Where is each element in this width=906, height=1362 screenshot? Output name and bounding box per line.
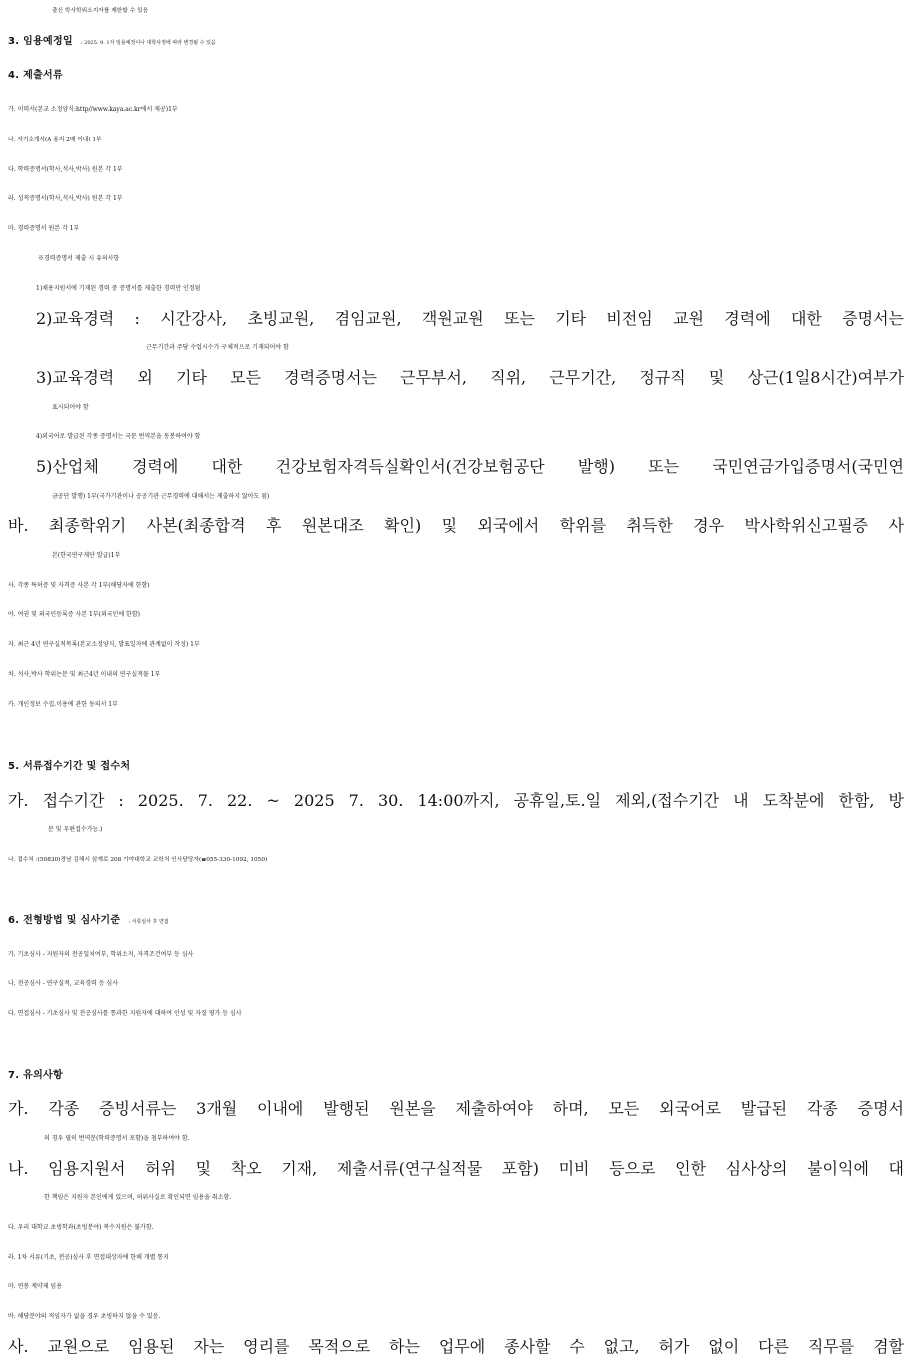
list-item: 사. 교원으로 임용된 자는 영리를 목적으로 하는 업무에 종사할 수 없고, 허가 없이 다른 직무를 겸할 <box>8 1337 904 1356</box>
note-item: 5)산업체 경력에 대한 건강보험자격득실확인서(건강보험공단 발행) 또는 국민연금가입증명서(국민연 <box>36 457 904 476</box>
list-item-continued: 문 및 우편접수가능.) <box>48 826 103 833</box>
list-item-continued: 본(한국연구재단 발급)1부 <box>52 552 121 559</box>
list-item: 카. 개인정보 수집.이용에 관한 동의서 1부 <box>8 701 118 708</box>
text: 055-330-1092, 1050) <box>206 857 268 863</box>
list-item <box>8 845 906 875</box>
section-3-appointment-date <box>8 27 906 57</box>
list-item: 가. 이력서(본교 소정양식:http//www.kaya.ac.kr에서 제공)1부 <box>8 106 178 113</box>
text: 나. 접수처 :(50830)경남 김해시 삼계로 208 가야대학교 교학처 인사담당자( <box>8 857 202 863</box>
note-item: 4)외국어로 발급된 각종 증명서는 국문 번역본을 동봉하여야 함 <box>36 433 201 440</box>
section-3-heading: 3. 임용예정일 <box>8 36 73 47</box>
list-item: 자. 최근 4년 연구실적목록(본교소정양식, 발표일자에 관계없이 작성) 1부 <box>8 641 200 648</box>
list-item: 가. 기초심사 - 지원자의 전공일치여부, 학위소지, 자격조건여부 등 심사 <box>8 951 194 958</box>
note-item-continued: 금공단 발행) 1부(국가기관이나 공공기관 근무경력에 대해서는 제출하지 않아도 됨) <box>52 493 270 500</box>
section-6-heading-line <box>8 906 906 936</box>
list-item: 나. 전공심사 - 연구실적, 교육경력 등 심사 <box>8 980 119 987</box>
list-item: 바. 최종학위기 사본(최종합격 후 원본대조 확인) 및 외국에서 학위를 취득한 경우 박사학위신고필증 사 <box>8 516 904 535</box>
section-7-heading: 7. 유의사항 <box>8 1070 63 1081</box>
section-3-text: : 2025. 9. 1자 임용예정이나 대학사정에 따라 변경될 수 있음 <box>80 40 216 46</box>
note-item: 2)교육경력 : 시간강사, 초빙교원, 겸임교원, 객원교원 또는 기타 비전임 교원 경력에 대한 증명서는 <box>36 309 904 328</box>
text: 출신 학사학위소지자를 제한할 수 있음 <box>52 8 149 14</box>
list-item: 차. 석사,박사 학위논문 및 최근4년 이내의 연구실적물 1부 <box>8 671 161 678</box>
continued-line <box>52 0 906 26</box>
list-item: 바. 해당분야의 적임자가 없을 경우 초빙하지 않을 수 있음. <box>8 1313 161 1320</box>
list-item: 라. 1차 서류(기초, 전공)심사 후 면접대상자에 한해 개별 통지 <box>8 1254 169 1261</box>
text: 나. 자기소개서(A <box>8 137 52 143</box>
note-item: 3)교육경력 외 기타 모든 경력증명서는 근무부서, 직위, 근무기간, 정규직 및 상근(1일8시간)여부가 <box>36 368 904 387</box>
section-5-heading: 5. 서류접수기간 및 접수처 <box>8 761 131 772</box>
list-item: 다. 면접심사 - 기초심사 및 전공심사를 통과한 지원자에 대하여 인성 및 자질 평가 등 심사 <box>8 1010 242 1017</box>
list-item <box>8 125 906 155</box>
list-item: 나. 임용지원서 허위 및 착오 기재, 제출서류(연구실적물 포함) 미비 등으로 인한 심사상의 불이익에 대 <box>8 1159 904 1178</box>
list-item: 다. 학력증명서(학사,석사,박사) 원본 각 1부 <box>8 166 123 173</box>
list-item: 아. 여권 및 외국인등록증 사본 1부(외국인에 한함) <box>8 611 140 618</box>
section-4-heading: 4. 제출서류 <box>8 70 63 81</box>
note-item-continued: 표시되어야 함 <box>52 404 89 411</box>
list-item: 마. 경력증명서 원본 각 1부 <box>8 225 80 232</box>
list-item: 가. 각종 증빙서류는 3개월 이내에 발행된 원본을 제출하여야 하며, 모든 외국어로 발급된 각종 증명서 <box>8 1099 904 1118</box>
list-item-continued: 의 경우 필히 번역문(학력증명서 포함)을 첨부하여야 함. <box>44 1135 190 1142</box>
phone-icon: ☎ <box>201 857 207 862</box>
note-item: 1)채용지원서에 기재된 경력 중 증명서를 제출한 경력만 인정됨 <box>36 285 201 292</box>
section-6-text: : 서류심사 후 면접 <box>128 919 169 925</box>
note-item-continued: 근무기간과 주당 수업시수가 구체적으로 기재되어야 함 <box>146 344 289 351</box>
list-item: 마. 연봉 계약제 임용 <box>8 1283 62 1290</box>
list-item: 라. 성적증명서(학사,석사,박사) 원본 각 1부 <box>8 195 123 202</box>
section-6-heading: 6. 전형방법 및 심사기준 <box>8 915 121 926</box>
list-item: 가. 접수기간 : 2025. 7. 22. ~ 2025 7. 30. 14:00까지, 공휴일,토.일 제외,(접수기간 내 도착분에 한함, 방 <box>8 791 904 810</box>
list-item: 사. 각종 특허증 및 자격증 사본 각 1부(해당자에 한함) <box>8 582 150 589</box>
list-item-continued: 한 책임은 지원자 본인에게 있으며, 허위사실로 확인되면 임용을 취소함. <box>44 1194 232 1201</box>
text: 용지 2매 이내) 1부 <box>51 137 102 143</box>
list-item: 다. 우리 대학교 초빙학과(초빙분야) 복수지원은 불가함. <box>8 1224 154 1231</box>
note-heading: ※경력증명서 제출 시 유의사항 <box>38 255 120 262</box>
